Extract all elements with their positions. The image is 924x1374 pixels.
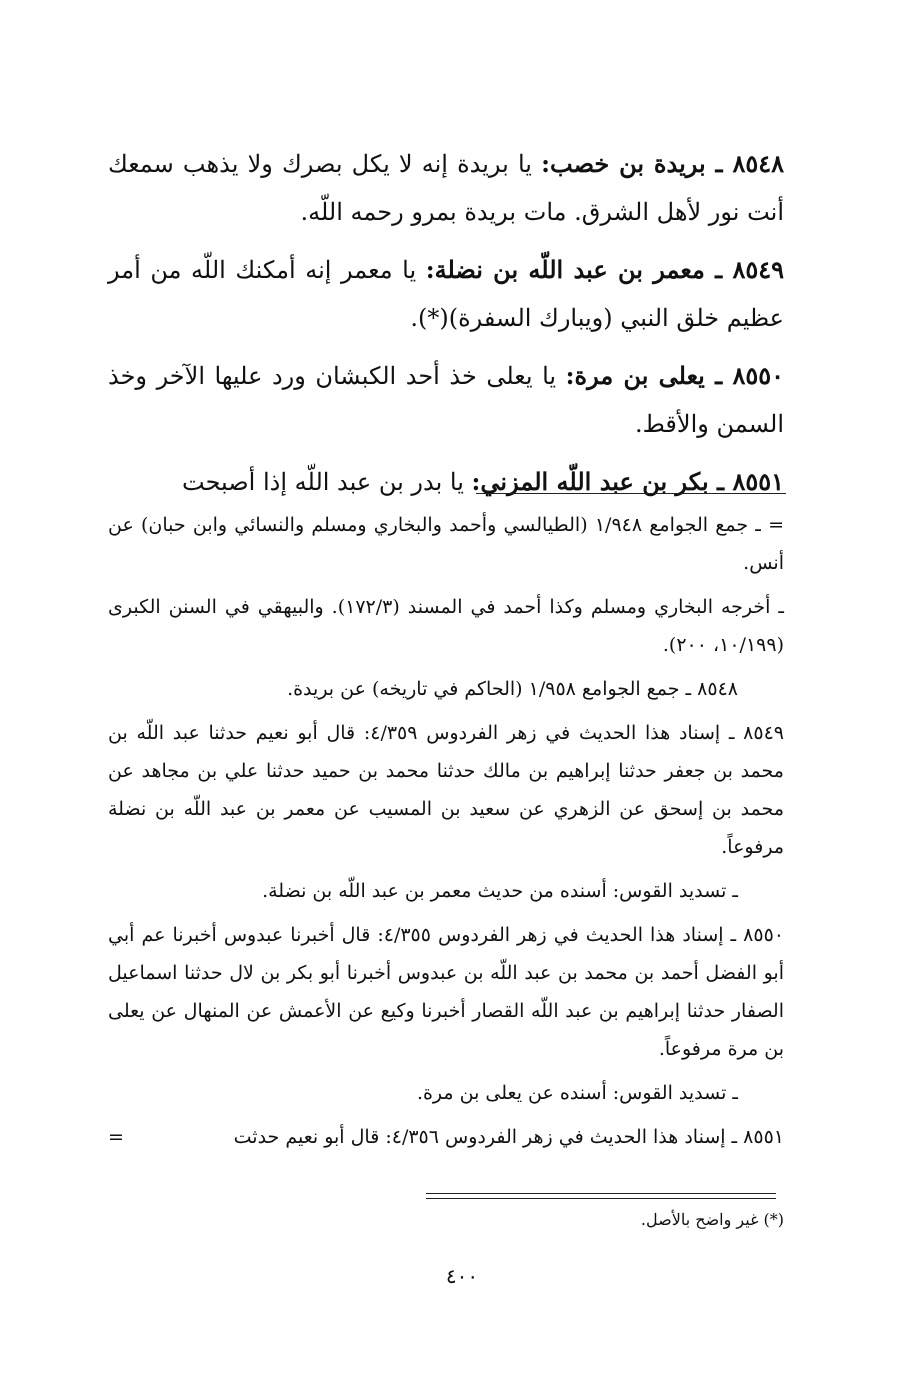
notes-divider — [476, 493, 786, 494]
entry-8549 — [108, 246, 784, 342]
entry-8551 — [108, 458, 784, 506]
note-item: ٨٥٤٩ ـ إسناد هذا الحديث في زهر الفردوس ٤/٣٥٩: قال أبو نعيم حدثنا عبد اللّه بن محمد بن جعفر حدثنا إبراهيم بن مالك حدثنا محمد بن حميد حدثنا علي بن مجاهد عن محمد بن إسحق عن الزهري عن سعيد بن المسيب عن معمر بن عبد اللّه بن نضلة مرفوعاً. — [108, 722, 784, 858]
entry-text: يا بريدة إنه لا يكل بصرك ولا يذهب سمعك أنت نور لأهل الشرق. مات بريدة بمرو رحمه اللّه. — [108, 150, 784, 226]
entry-text: يا بدر بن عبد اللّه إذا أصبحت — [182, 468, 472, 496]
entry-head: ٨٥٤٨ ـ بريدة بن خصب: — [541, 149, 785, 178]
page-number: ٤٠٠ — [445, 1264, 479, 1288]
note-item: ـ تسديد القوس: أسنده عن يعلى بن مرة. — [416, 1082, 738, 1104]
note-item: ـ أخرجه البخاري ومسلم وكذا أحمد في المسند (١٧٢/٣). والبيهقي في السنن الكبرى (١٠/١٩٩، ٢٠٠). — [108, 596, 784, 656]
entry-8550 — [108, 352, 784, 448]
note-item: ٨٥٥١ ـ إسناد هذا الحديث في زهر الفردوس ٤/٣٥٦: قال أبو نعيم حدثت = — [108, 1118, 784, 1156]
entry-text: يا يعلى خذ أحد الكبشان ورد عليها الآخر وخذ السمن والأقط. — [108, 362, 784, 438]
continued-tail: = — [108, 1126, 124, 1148]
note-item: = ـ جمع الجوامع ١/٩٤٨ (الطيالسي وأحمد والبخاري ومسلم والنسائي وابن حبان) عن أنس. — [108, 514, 784, 574]
entry-head: ٨٥٤٩ ـ معمر بن عبد اللّه بن نضلة: — [425, 255, 784, 284]
entry-head: ٨٥٥٠ ـ يعلى بن مرة: — [565, 361, 784, 390]
continued-mark: = — [768, 514, 784, 536]
footnote-divider — [426, 1193, 776, 1199]
entry-8548 — [108, 140, 784, 236]
entry-text: يا معمر إنه أمكنك اللّه من أمر عظيم خلق النبي (ويبارك السفرة)(*). — [108, 256, 784, 332]
entry-head: ٨٥٥١ ـ بكر بن عبد اللّه المزني: — [471, 467, 784, 496]
main-text — [108, 140, 784, 516]
note-item: ٨٥٥٠ ـ إسناد هذا الحديث في زهر الفردوس ٤/٣٥٥: قال أخبرنا عبدوس أخبرنا عم أبي أبو الفضل أحمد بن محمد بن عبد اللّه بن عبدوس أخبرنا أبو بكر بن لال حدثنا اسماعيل الصفار حدثنا إبراهيم بن عبد اللّه القصار أخبرنا وكيع عن الأعمش عن المنهال عن يعلى بن مرة مرفوعاً. — [108, 924, 784, 1060]
note-item: ـ تسديد القوس: أسنده من حديث معمر بن عبد اللّه بن نضلة. — [262, 880, 738, 902]
notes-section — [108, 506, 784, 1162]
note-item: ٨٥٤٨ ـ جمع الجوامع ١/٩٥٨ (الحاكم في تاريخه) عن بريدة. — [287, 678, 738, 700]
footnote: (*) غير واضح بالأصل. — [640, 1210, 784, 1229]
